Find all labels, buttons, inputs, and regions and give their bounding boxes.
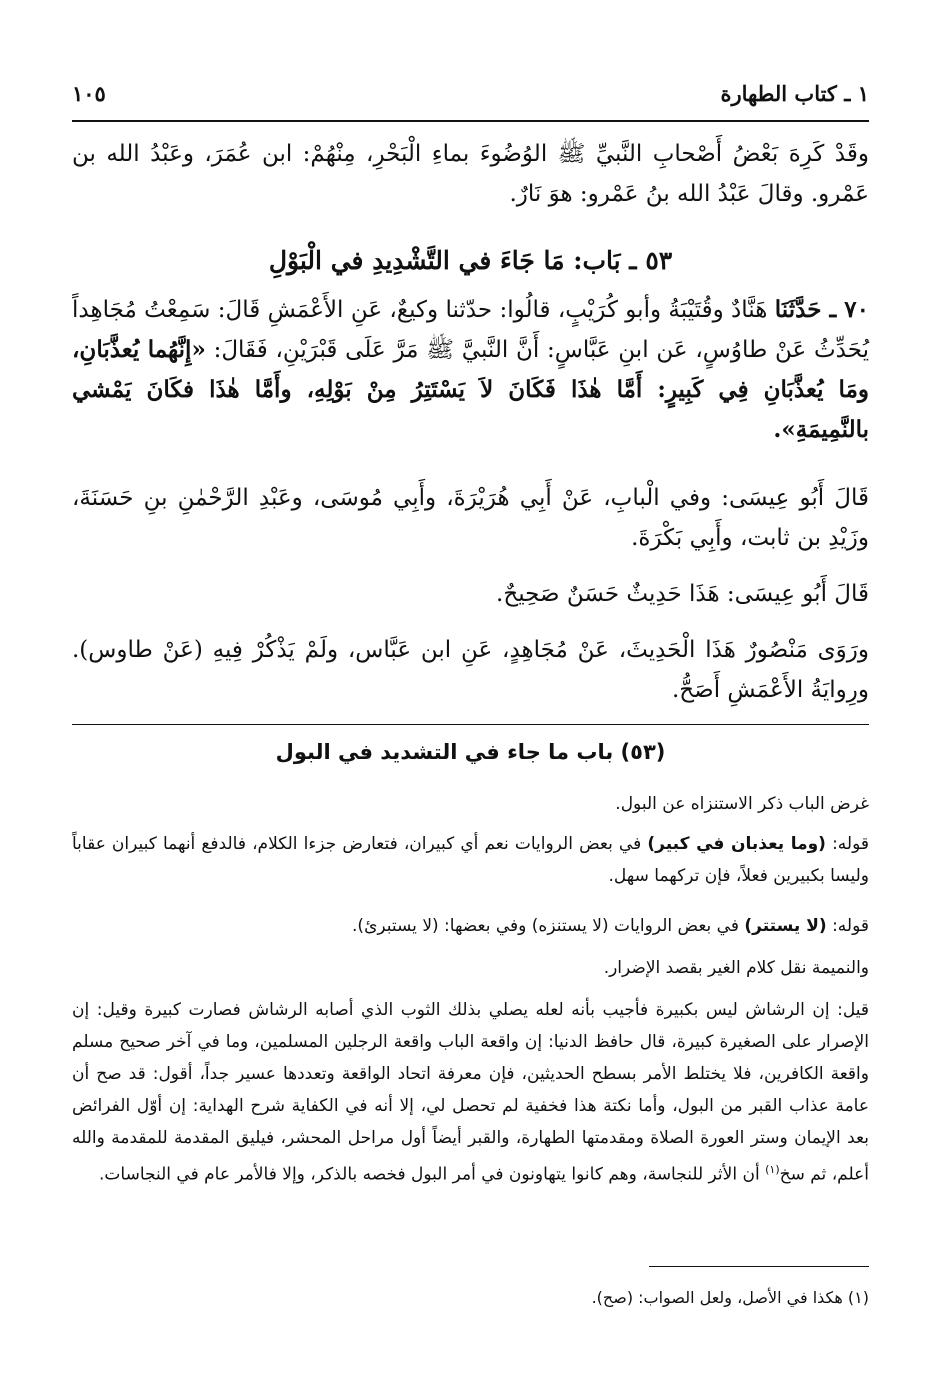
hadith-paragraph — [72, 290, 869, 450]
commentary-divider — [72, 724, 869, 725]
commentary-c3: قوله: (لا يستتر) في بعض الروايات (لا يستنزه) وفي بعضها: (لا يستبرئ). — [352, 916, 869, 936]
intro-paragraph: وقَدْ كَرِهَ بَعْضُ أَصْحابِ النَّبيِّ ﷺ الوُضُوءَ بماءِ الْبَحْرِ، مِنْهُمْ: ابن عُمَرَ، وعَبْدُ الله بن عَمْرو. وقالَ عَبْدُ الله بنُ عَمْرو: هوَ نَارٌ. — [72, 141, 869, 207]
chapter-heading: ٥٣ ـ بَاب: مَا جَاءَ في التَّشْدِيدِ في الْبَوْلِ — [268, 246, 673, 275]
commentary-c4: والنميمة نقل كلام الغير بقصد الإضرار. — [603, 958, 869, 978]
abu-isa-paragraph-1: قَالَ أَبُو عِيسَى: وفي الْبابِ، عَنْ أَبِي هُرَيْرَةَ، وأَبِي مُوسَى، وعَبْدِ الرَّحْمٰنِ بنِ حَسَنَةَ، وزَيْدِ بن ثابت، وأَبِي بَكْرَةَ. — [72, 485, 869, 551]
commentary-c1: غرض الباب ذكر الاستنزاه عن البول. — [615, 794, 869, 814]
page-number: ١٠٥ — [72, 81, 106, 106]
footnote-marker[interactable]: (١) — [765, 1163, 780, 1176]
commentary-c3-quote: (لا يستتر) — [744, 916, 827, 936]
abu-isa-paragraph-2: قَالَ أَبُو عِيسَى: هَذَا حَدِيثٌ حَسَنٌ صَحِيحٌ. — [496, 581, 869, 607]
footnote-rule — [649, 1266, 869, 1267]
chapter-title: ١ ـ كتاب الطهارة — [720, 81, 869, 106]
hadith-quote: «إِنَّهُما يُعذَّبَانِ، ومَا يُعذَّبَانِ فِي كَبِيرٍ: أَمَّا هٰذَا فَكَانَ لاَ يَسْتَتِرُ مِنْ بَوْلِهِ، وأَمَّا هٰذَا فكَانَ يَمْشي بالنَّمِيمَةِ». — [72, 336, 869, 443]
header-rule — [72, 120, 869, 122]
running-header — [72, 72, 869, 106]
hadith-number: ٧٠ ـ حَدَّثَنَا — [774, 296, 869, 323]
footnote: (١) هكذا في الأصل، ولعل الصواب: (صح). — [591, 1288, 869, 1307]
commentary-c2: قوله: (وما يعذبان في كبير) في بعض الروايات نعم أي كبيران، فتعارض جزءا الكلام، فالدفع أنهما كبيران عقاباً وليسا بكبيرين فعلاً، فإن تركهما سهل. — [72, 834, 870, 886]
riwaya-paragraph: ورَوَى مَنْصُورٌ هَذَا الْحَدِيثَ، عَنْ مُجَاهِدٍ، عَنِ ابن عَبَّاس، ولَمْ يَذْكُرْ فِيهِ (عَنْ طاوس). ورِوايَةُ الأَعْمَشِ أَصَحُّ. — [72, 637, 869, 703]
hadith-isnad: هَنَّادٌ وقُتَيْبَةُ وأبو كُرَيْبٍ، قالُوا: حدّثنا وكيعٌ، عَنِ الأَعْمَشِ قَالَ: سَمِعْتُ مُجَاهِداً يُحَدِّثُ عَنْ طاوُسٍ، عَن ابنِ عَبَّاسٍ: أَنَّ النَّبيَّ ﷺ مَرَّ عَلَى قَبْرَيْنِ، فَقَالَ: — [72, 297, 869, 363]
commentary-c2-quote: (وما يعذبان في كبير) — [647, 834, 826, 854]
commentary-c5: قيل: إن الرشاش ليس بكبيرة فأجيب بأنه لعله يصلي بذلك الثوب الذي أصابه الرشاش فصارت كبيرة وقيل: إن الإصرار على الصغيرة كبيرة، قال حافظ الدنيا: إن واقعة الباب واقعة الرجلين المسلمين، وما في آخر صحيح مسلم واقعة الكافرين، فلا يختلط الأمر بسطح الحديثين، فإن معرفة اتحاد الواقعة وتعددها عسير جداً، أقول: قد صح أن عامة عذاب القبر من البول، وأما نكتة هذا فخفية لم تحصل لي، إلا أنه في الكفاية شرح الهداية: إن أوّل الفرائض بعد الإيمان وستر العورة الصلاة ومقدمتها الطهارة، والقبر أيضاً أول مراحل المحشر، فيليق المقدمة للمقدمة والله أعلم، ثم سخ$^{(١)}$ أن الأثر للنجاسة، وهم كانوا يتهاونون في أمر البول فخصه بالذكر، وإلا فالأمر عام في النجاسات. — [72, 1000, 869, 1185]
commentary-heading: (٥٣) باب ما جاء في التشديد في البول — [275, 740, 666, 764]
